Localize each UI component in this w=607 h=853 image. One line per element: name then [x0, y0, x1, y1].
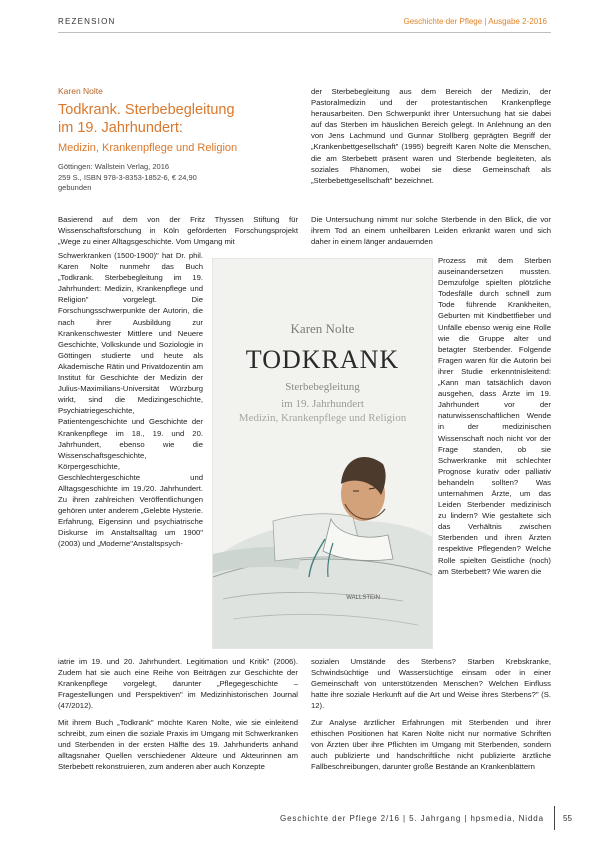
cover-publisher: WALLSTEIN	[346, 595, 380, 601]
cover-subtitle-line3: Medizin, Krankenpflege und Religion	[238, 412, 407, 424]
body-paragraph-concepts: der Sterbebegleitung aus dem Bereich der Medizin, der Pastoralmedizin und der protestantischen Krankenpflege herausarbeiten. Den Schwerpunkt ihrer Untersuchung hat sie dabei auf das Sterben im häuslichen Bereich gelegt. In Anlehnung an den von Jens Lachmund und Gunnar Stollberg geprägten Begriff der „Krankenbettgesellschaft" (1995) begreift Karen Nolte die Menschen, die am Sterbebett präsent waren und Sterbende begleiteten, als soziales Phänomen, wobei sie diese Gemeinschaft als „Sterbebettgesellschaft" bezeichnet.	[311, 87, 551, 185]
body-paragraph-scope: Die Untersuchung nimmt nur solche Sterbende in den Blick, die vor ihrem Tod an einem unheilbaren Leiden erkrankt waren und sich daher in einem länger andauernden	[311, 215, 551, 247]
review-binding: gebunden	[58, 183, 92, 192]
footer-divider	[554, 806, 555, 830]
footer-journal-info: Geschichte der Pflege 2/16 | 5. Jahrgang | hpsmedia, Nidda	[279, 814, 544, 823]
body-paragraph-author-bio: Schwerkranken (1500-1900)" hat Dr. phil. Karen Nolte nunmehr das Buch „Todkrank. Sterbebegleitung im 19. Jahrhundert: Medizin, Krankenpflege und Religion" vorgelegt. Die Forschungsschwerpunkte der Autorin, die nach ihrer Ausbildung zur Krankenschwester Mittlere und Neuere Geschichte, Volkskunde und Soziologie in Göttingen studierte und heute als Akademische Rätin und Privatdozentin am Institut für Geschichte der Medizin der Julius-Maximilians-Universität Würzburg wirkt, sind die Medizingeschichte, Psychiatriegeschichte, Patientengeschichte und Geschichte der Krankenpflege im 18., 19. und 20. Jahrhundert, ebenso wie die Wissenschaftsgeschichte, Körpergeschichte, Geschlechtergeschichte und Alltagsgeschichte im 19./20. Jahrhundert. Zu ihren zahlreichen Veröffentlichungen gehören unter anderem „Gelebte Hysterie. Erfahrung, Eigensinn und psychiatrische Diskurse im Anstaltsalltag um 1900" (2003) und „Moderne"Anstaltspsych-	[58, 251, 203, 549]
review-author: Karen Nolte	[58, 86, 103, 96]
body-paragraph-questions: Prozess mit dem Sterben auseinandersetzen mussten. Demzufolge spielten plötzliche Todesfälle durch schnell zum Tode führende Krankheiten, Geburten mit Kindbettfieber und Unfälle ebenso wenig eine Rolle wie die Gruppe alter und betagter Sterbender. Folgende Fragen waren für die Autorin bei ihrer Studie erkenntnisleitend: „Kann man tatsächlich davon ausgehen, dass Ärzte im 19. Jahrhundert vor der naturwissenschaftlichen Wende in der medizinischen Wissenschaft noch nicht vor der Frage standen, ob sie Schwerkranke mit schlechter Prognose kurativ oder palliativ behandeln sollten? Was unternahmen Ärzte, um das Leiden Sterbender medizinisch zu lindern? Wie gestaltete sich das Verhältnis zwischen Sterbenden und ihren Ärzten respektive Pflegenden? Welche Rolle spielten Geistliche (noch) am Sterbebett? Wie waren die	[438, 256, 551, 576]
page-number: 55	[563, 814, 572, 823]
body-paragraph-intro: Basierend auf dem von der Fritz Thyssen Stiftung für Wissenschaftsforschung in Köln geförderten Forschungsprojekt „Wege zu einer Alltagsgeschichte. Vom Umgang mit	[58, 215, 298, 247]
review-details: 259 S., ISBN 978-3-8353-1852-6, € 24,90	[58, 172, 197, 182]
body-paragraph-circumstances: sozialen Umstände des Sterbens? Starben Krebskranke, Schwindsüchtige und Wassersüchtige einsam oder in einer Gemeinschaft von unterstützenden Menschen? Welchen Einfluss hatte ihre soziale Herkunft auf die Art und Weise ihres Sterbens?" (S. 12).	[311, 657, 551, 711]
cover-title: TODKRANK	[245, 345, 400, 374]
cover-illustration	[213, 259, 432, 648]
header-rule	[58, 32, 551, 33]
journal-header: Geschichte der Pflege | Ausgabe 2-2016	[403, 17, 547, 26]
review-publisher: Göttingen: Wallstein Verlag, 2016	[58, 162, 170, 171]
body-paragraph-publications: iatrie im 19. und 20. Jahrhundert. Legitimation und Kritik" (2006). Zudem hat sie auch eine Reihe von Beiträgen zur Geschichte der Krankenpflege vorgelegt, darunter „Pflegegeschichte – Fragestellungen und Perspektiven" im Medizinhistorischen Journal (47/2012).	[58, 657, 298, 711]
section-label: REZENSION	[58, 17, 116, 26]
review-title	[58, 101, 298, 137]
body-paragraph-aims: Mit ihrem Buch „Todkrank" möchte Karen Nolte, wie sie einleitend schreibt, zum einen die soziale Praxis im Umgang mit Schwerkranken und Sterbenden in der ersten Hälfte des 19. Jahrhunderts anhand alltagsnaher Quellen verschiedener Akteure und Akteurinnen am Sterbebett rekonstruieren, zum anderen aber auch Konzepte	[58, 718, 298, 772]
cover-author: Karen Nolte	[290, 321, 355, 336]
cover-subtitle-line2: im 19. Jahrhundert	[281, 398, 364, 410]
review-title-line1: Todkrank. Sterbebegleitung	[58, 102, 235, 118]
cover-subtitle-line1: Sterbebegleitung	[285, 381, 360, 393]
book-cover	[213, 259, 432, 648]
review-subtitle: Medizin, Krankenpflege und Religion	[58, 142, 238, 154]
review-title-line2: im 19. Jahrhundert:	[58, 120, 183, 136]
body-paragraph-sources: Zur Analyse ärztlicher Erfahrungen mit Sterbenden und ihrer ethischen Positionen hat Karen Nolte nicht nur normative Schriften von Ärzten über ihre Pflichten im Umgang mit Sterbenden, sondern auch publizierte und handschriftliche nicht publizierte ärztliche Fallbeschreibungen, darunter große Bestände an Krankenblättern	[311, 718, 551, 772]
review-meta	[58, 86, 298, 194]
